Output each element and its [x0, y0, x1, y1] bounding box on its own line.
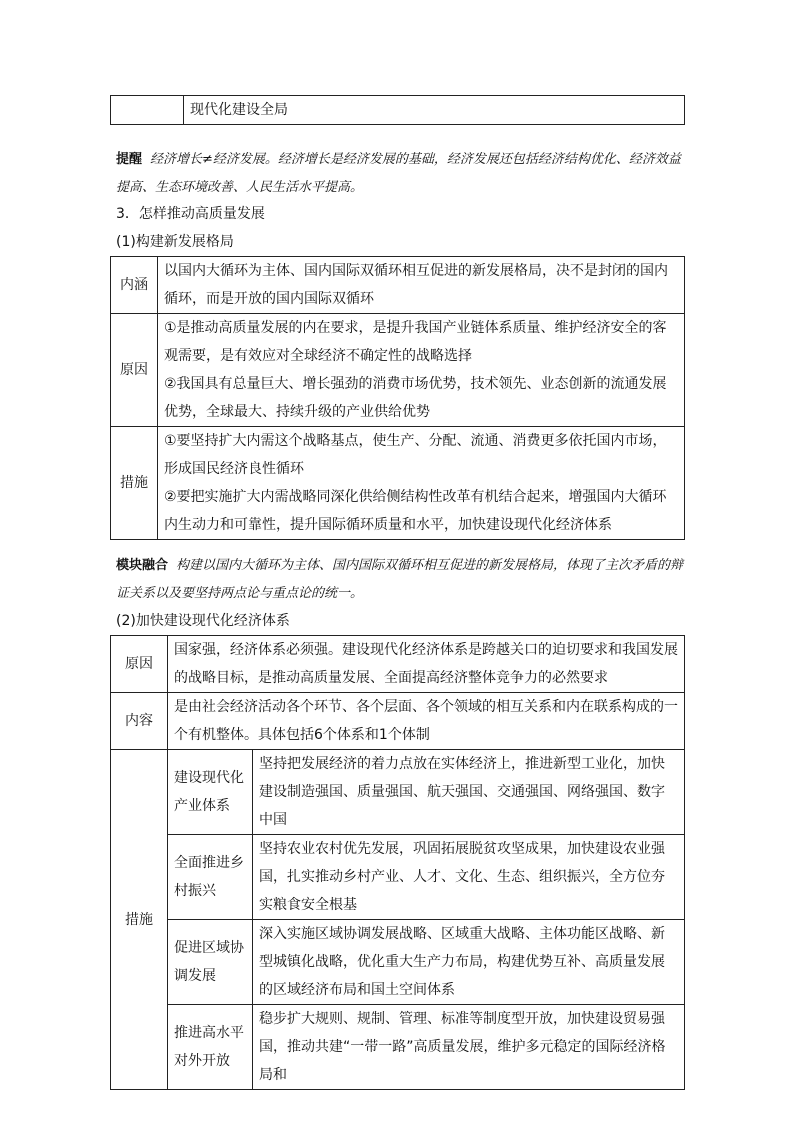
- tip-label: 提醒: [116, 152, 143, 167]
- table-row: [111, 427, 685, 540]
- table-row: [111, 1005, 685, 1090]
- measure-text: 坚持把发展经济的着力点放在实体经济上，推进新型工业化，加快建设制造强国、质量强国、航天强国、交通强国、网络强国、数字中国: [253, 750, 685, 835]
- sub1-title: (1)构建新发展格局: [116, 234, 234, 250]
- row-text: 是由社会经济活动各个环节、各个层面、各个领域的相互关系和内在联系构成的一个有机整体。具体包括6个体系和1个体制: [168, 693, 685, 750]
- measure-text: 深入实施区域协调发展战略、区域重大战略、主体功能区战略、新型城镇化战略，优化重大生产力布局，构建优势互补、高质量发展的区域经济布局和国土空间体系: [253, 920, 685, 1005]
- measures-label: 措施: [111, 750, 168, 1090]
- row-text-part: ②我国具有总量巨大、增长强劲的消费市场优势，技术领先、业态创新的流通发展优势，全球最大、持续升级的产业供给优势: [164, 376, 667, 420]
- table-row: [111, 920, 685, 1005]
- tip-note: [116, 146, 686, 202]
- row-text-part: ①要坚持扩大内需这个战略基点，使生产、分配、流通、消费更多依托国内市场，形成国民经济良性循环: [164, 433, 667, 477]
- table-new-pattern: [110, 256, 685, 540]
- table-row: [111, 257, 685, 314]
- top-table-empty-cell: [111, 96, 184, 125]
- table-row: [111, 636, 685, 693]
- table-row: [111, 314, 685, 427]
- row-text: [158, 427, 685, 540]
- measure-name: 全面推进乡村振兴: [168, 835, 253, 920]
- row-text: 国家强，经济体系必须强。建设现代化经济体系是跨越关口的迫切要求和我国发展的战略目标，是推动高质量发展、全面提高经济整体竞争力的必然要求: [168, 636, 685, 693]
- fusion-label: 模块融合: [116, 558, 169, 573]
- table-row: [111, 750, 685, 835]
- top-table-content: 现代化建设全局: [184, 96, 685, 125]
- tip-text: 经济增长≠经济发展。经济增长是经济发展的基础，经济发展还包括经济结构优化、经济效益提高、生态环境改善、人民生活水平提高。: [116, 152, 681, 195]
- measure-name: 推进高水平对外开放: [168, 1005, 253, 1090]
- measure-name: 建设现代化产业体系: [168, 750, 253, 835]
- row-label: 内容: [111, 693, 168, 750]
- top-table: [110, 95, 685, 125]
- row-label: 原因: [111, 314, 158, 427]
- table-economic-system: [110, 635, 685, 1090]
- table-row: [111, 835, 685, 920]
- measure-text: 稳步扩大规则、规制、管理、标准等制度型开放，加快建设贸易强国，推动共建“一带一路”高质量发展，维护多元稳定的国际经济格局和: [253, 1005, 685, 1090]
- row-text-part: ②要把实施扩大内需战略同深化供给侧结构性改革有机结合起来，增强国内大循环内生动力和可靠性，提升国际循环质量和水平，加快建设现代化经济体系: [164, 489, 667, 533]
- sub2-title: (2)加快建设现代化经济体系: [116, 613, 290, 629]
- fusion-text: 构建以国内大循环为主体、国内国际双循环相互促进的新发展格局，体现了主次矛盾的辩证关系以及要坚持两点论与重点论的统一。: [116, 558, 684, 601]
- measure-name: 促进区域协调发展: [168, 920, 253, 1005]
- measure-text: 坚持农业农村优先发展，巩固拓展脱贫攻坚成果，加快建设农业强国，扎实推动乡村产业、人才、文化、生态、组织振兴，全方位夯实粮食安全根基: [253, 835, 685, 920]
- row-label: 内涵: [111, 257, 158, 314]
- fusion-note: [116, 552, 686, 608]
- row-text-part: ①是推动高质量发展的内在要求，是提升我国产业链体系质量、维护经济安全的客观需要，是有效应对全球经济不确定性的战略选择: [164, 320, 667, 364]
- row-text: 以国内大循环为主体、国内国际双循环相互促进的新发展格局，决不是封闭的国内循环，而是开放的国内国际双循环: [158, 257, 685, 314]
- row-label: 原因: [111, 636, 168, 693]
- row-text: [158, 314, 685, 427]
- row-label: 措施: [111, 427, 158, 540]
- table-row: [111, 693, 685, 750]
- section3-title: 3．怎样推动高质量发展: [116, 206, 265, 222]
